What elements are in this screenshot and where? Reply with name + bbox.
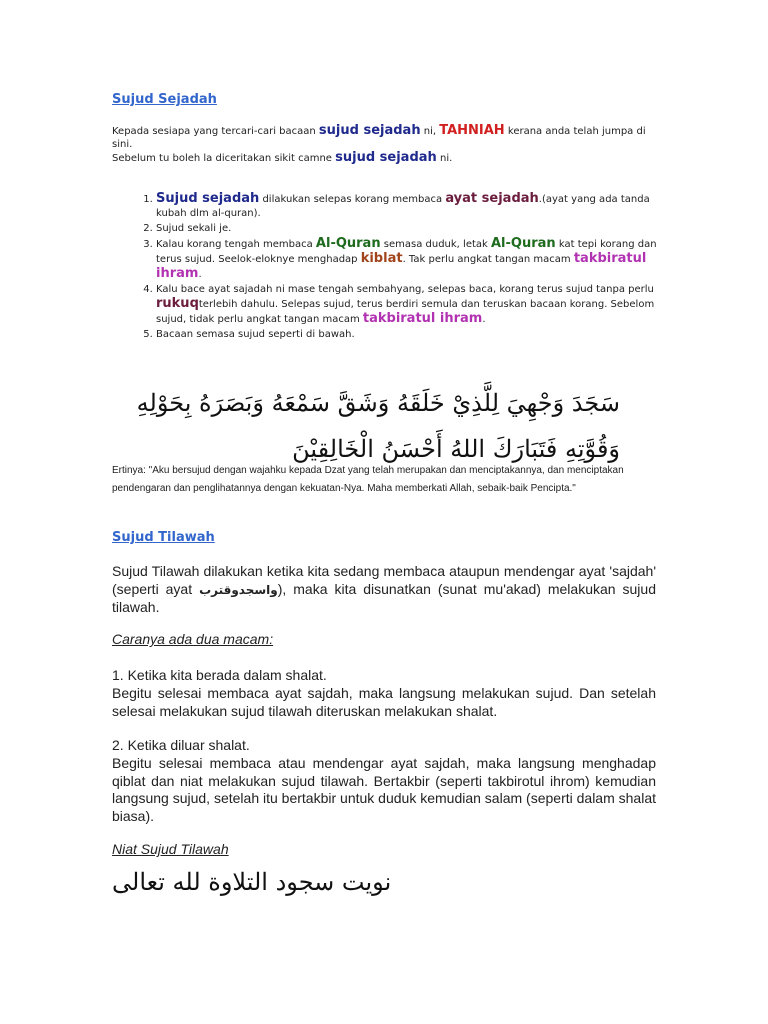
keyword: kiblat [360, 251, 403, 266]
step-text: . [198, 269, 202, 280]
intro-paragraph [112, 124, 652, 165]
step-text: . Tak perlu angkat tangan macam [402, 254, 574, 265]
keyword-sujud-sejadah: sujud sejadah [318, 123, 421, 138]
list-item [156, 192, 676, 221]
item1-title: 1. Ketika kita berada dalam shalat. [112, 667, 327, 683]
heading-sujud-sejadah[interactable]: Sujud Sejadah [112, 92, 217, 107]
step-text: semasa duduk, letak [380, 239, 491, 250]
intro-text: kerana anda telah jumpa di sini. [112, 126, 646, 150]
intro-text: ni, [420, 126, 440, 137]
arabic-example: واسجدوقترب [199, 582, 278, 597]
step-text: Kalu bace ayat sajadah ni mase tengah sembahyang, selepas baca, korang terus sujud tanpa perlu [156, 284, 654, 295]
tilawah-paragraph [112, 563, 656, 617]
keyword: Sujud sejadah [156, 191, 260, 206]
niat-arabic: نويت سجود التلاوة لله تعالى [112, 868, 392, 896]
list-item [156, 328, 676, 342]
arabic-verse: سَجَدَ وَجْهِيَ لِلَّذِيْ خَلَقَهُ وَشَقَّ سَمْعَهُ وَبَصَرَهُ بِحَوْلِهِ وَقُوَّتِهِ فَتَبَارَكَ اللهُ أَحْسَنُ الْخَالِقِيْنَ [136, 389, 620, 463]
keyword: rukuq [156, 296, 199, 311]
keyword: takbiratul ihram [156, 251, 647, 281]
step-text: dilakukan selepas korang membaca [259, 194, 446, 205]
keyword: Al-Quran [315, 236, 381, 251]
heading-sujud-tilawah[interactable]: Sujud Tilawah [112, 530, 215, 545]
body-text: ), maka kita disunatkan (sunat mu'akad) melakukan sujud tilawah. [112, 580, 656, 615]
intro-text: ni. [436, 153, 453, 164]
intro-text: Sebelum tu boleh la diceritakan sikit camne [112, 153, 336, 164]
verse-meaning: Ertinya: "Aku bersujud dengan wajahku kepada Dzat yang telah merupakan dan menciptakannya, dan menciptakan pendengaran dan penglihatannya dengan kekuatan-Nya. Maha memberkati Allah, sebaik-baik Pencipta." [112, 465, 624, 494]
step-text: .(ayat yang ada tanda kubah dlm al-quran). [156, 194, 650, 219]
steps-list [112, 192, 676, 343]
step-text: kat tepi korang dan terus sujud. Seelok-eloknye menghadap [156, 239, 657, 265]
item2-body: Begitu selesai membaca atau mendengar ayat sajdah, maka langsung menghadap qiblat dan niat melakukan sujud tilawah. Bertakbir (seperti takbirotul ihrom) kemudian langsung sujud, setelah itu bertakbir untuk duduk kemudian salam (seperti dalam shalat biasa). [112, 755, 656, 824]
keyword-sujud-sejadah: sujud sejadah [335, 150, 437, 165]
keyword: ayat sejadah [445, 191, 539, 206]
item1-body: Begitu selesai membaca ayat sajdah, maka langsung melakukan sujud. Dan setelah selesai melakukan sujud tilawah diteruskan melakukan shalat. [112, 685, 656, 719]
list-item [156, 283, 676, 327]
keyword-tahniah: TAHNIAH [439, 123, 505, 138]
item2-title: 2. Ketika diluar shalat. [112, 737, 250, 753]
step-text: Kalau korang tengah membaca [156, 239, 316, 250]
list-item [156, 222, 676, 236]
keyword: Al-Quran [491, 236, 556, 251]
niat-heading: Niat Sujud Tilawah [112, 841, 229, 857]
intro-text: Kepada sesiapa yang tercari-cari bacaan [112, 126, 319, 137]
list-item [156, 237, 676, 282]
step-text: Sujud sekali je. [156, 223, 232, 234]
caranya-heading: Caranya ada dua macam: [112, 631, 274, 647]
step-text: Bacaan semasa sujud seperti di bawah. [156, 329, 355, 340]
step-text: terlebih dahulu. Selepas sujud, terus berdiri semula dan teruskan bacaan korang. Sebelom sujud, tidak perlu angkat tangan macam [156, 299, 655, 325]
body-text: Sujud Tilawah dilakukan ketika kita sedang membaca ataupun mendengar ayat 'sajdah' (seperti ayat [112, 563, 656, 597]
keyword: takbiratul ihram [362, 311, 483, 326]
step-text: . [482, 314, 486, 325]
